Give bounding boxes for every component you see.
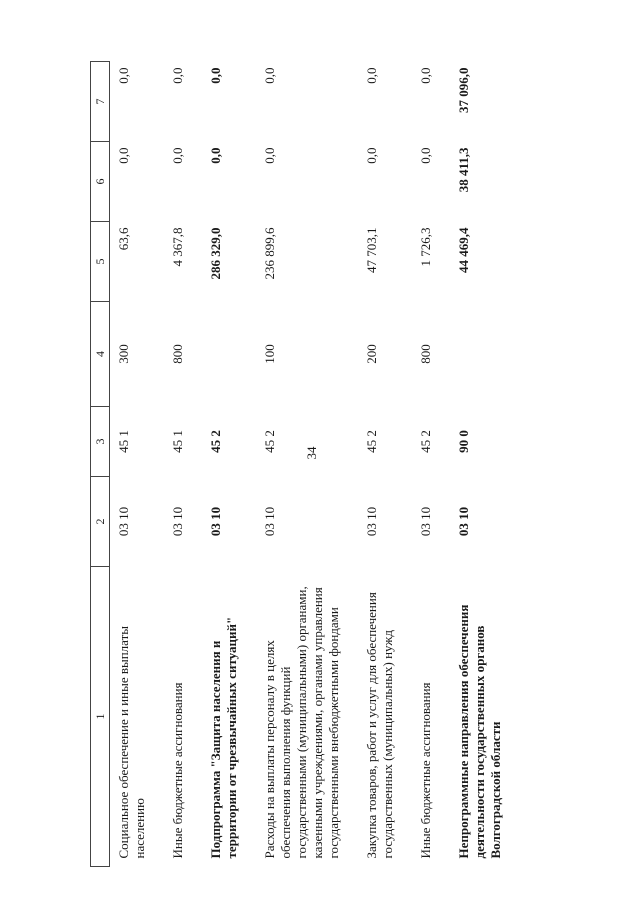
- row-v6: 0,0: [208, 147, 223, 164]
- row-target: 45 2: [364, 430, 379, 453]
- row-expense: 300: [116, 344, 131, 364]
- row-v5: 44 469,4: [456, 227, 471, 273]
- row-v7: 0,0: [170, 67, 185, 84]
- row-expense: [450, 302, 520, 407]
- row-v6: 0,0: [116, 147, 131, 164]
- header-col-6: 6: [91, 142, 110, 222]
- row-v7: 37 096,0: [456, 67, 471, 113]
- row-section: 03 10: [456, 506, 471, 537]
- row-section: 03 10: [418, 506, 433, 537]
- table-row: [202, 62, 256, 867]
- row-expense: 800: [170, 344, 185, 364]
- row-section: 03 10: [262, 506, 277, 537]
- row-target: 45 2: [208, 430, 223, 453]
- row-name: Иные бюджетные ассигнования: [418, 682, 433, 859]
- row-section: 03 10: [364, 506, 379, 537]
- page-number: 34: [304, 446, 319, 460]
- row-v7: 0,0: [364, 67, 379, 84]
- row-v5: 4 367,8: [170, 227, 185, 267]
- row-name: Социальное обеспечение и иные выплаты населению: [116, 625, 147, 859]
- row-expense: 800: [418, 344, 433, 364]
- row-expense: 200: [364, 344, 379, 364]
- rotated-table-container: [90, 62, 616, 867]
- header-col-5: 5: [91, 222, 110, 302]
- table-row: [110, 62, 165, 867]
- table-row: [358, 62, 412, 867]
- row-v6: 0,0: [364, 147, 379, 164]
- row-name: Подпрограмма "Защита населения и территории от чрезвычайных ситуаций": [208, 616, 239, 859]
- row-v6: 38 411,3: [456, 147, 471, 193]
- table-row: [450, 62, 520, 867]
- row-v7: 0,0: [116, 67, 131, 84]
- row-name: Иные бюджетные ассигнования: [170, 682, 185, 859]
- row-v6: 0,0: [170, 147, 185, 164]
- header-col-3: 3: [91, 407, 110, 477]
- row-target: 45 2: [262, 430, 277, 453]
- table-row: [412, 62, 450, 867]
- row-name: Расходы на выплаты персоналу в целях обеспечения выполнения функций государственными (муниципальными) органами, казенными учреждениями, органами управления государственными внебюджетными фондами: [262, 586, 341, 859]
- header-col-2: 2: [91, 477, 110, 567]
- header-col-4: 4: [91, 302, 110, 407]
- budget-table: [90, 61, 520, 867]
- row-target: 45 1: [170, 430, 185, 453]
- row-v7: 0,0: [262, 67, 277, 84]
- row-section: 03 10: [208, 506, 223, 537]
- row-name: Закупка товаров, работ и услуг для обеспечения государственных (муниципальных) нужд: [364, 592, 395, 859]
- table-row: [164, 62, 202, 867]
- header-row: [91, 62, 110, 867]
- header-col-1: 1: [91, 567, 110, 867]
- row-target: 45 1: [116, 430, 131, 453]
- row-v5: 1 726,3: [418, 227, 433, 267]
- row-v7: 0,0: [208, 67, 223, 84]
- row-target: 90 0: [456, 430, 471, 453]
- row-name: Непрограммные направления обеспечения деятельности государственных органов Волгоградской области: [456, 604, 503, 859]
- row-v5: 47 703,1: [364, 227, 379, 273]
- row-section: 03 10: [116, 506, 131, 537]
- row-v7: 0,0: [418, 67, 433, 84]
- row-v5: 286 329,0: [208, 227, 223, 280]
- row-v5: 63,6: [116, 227, 131, 251]
- row-expense: [202, 302, 256, 407]
- row-expense: 100: [262, 344, 277, 364]
- header-col-7: 7: [91, 62, 110, 142]
- row-target: 45 2: [418, 430, 433, 453]
- row-section: 03 10: [170, 506, 185, 537]
- row-v5: 236 899,6: [262, 227, 277, 280]
- row-v6: 0,0: [418, 147, 433, 164]
- row-v6: 0,0: [262, 147, 277, 164]
- table-row: [256, 62, 358, 867]
